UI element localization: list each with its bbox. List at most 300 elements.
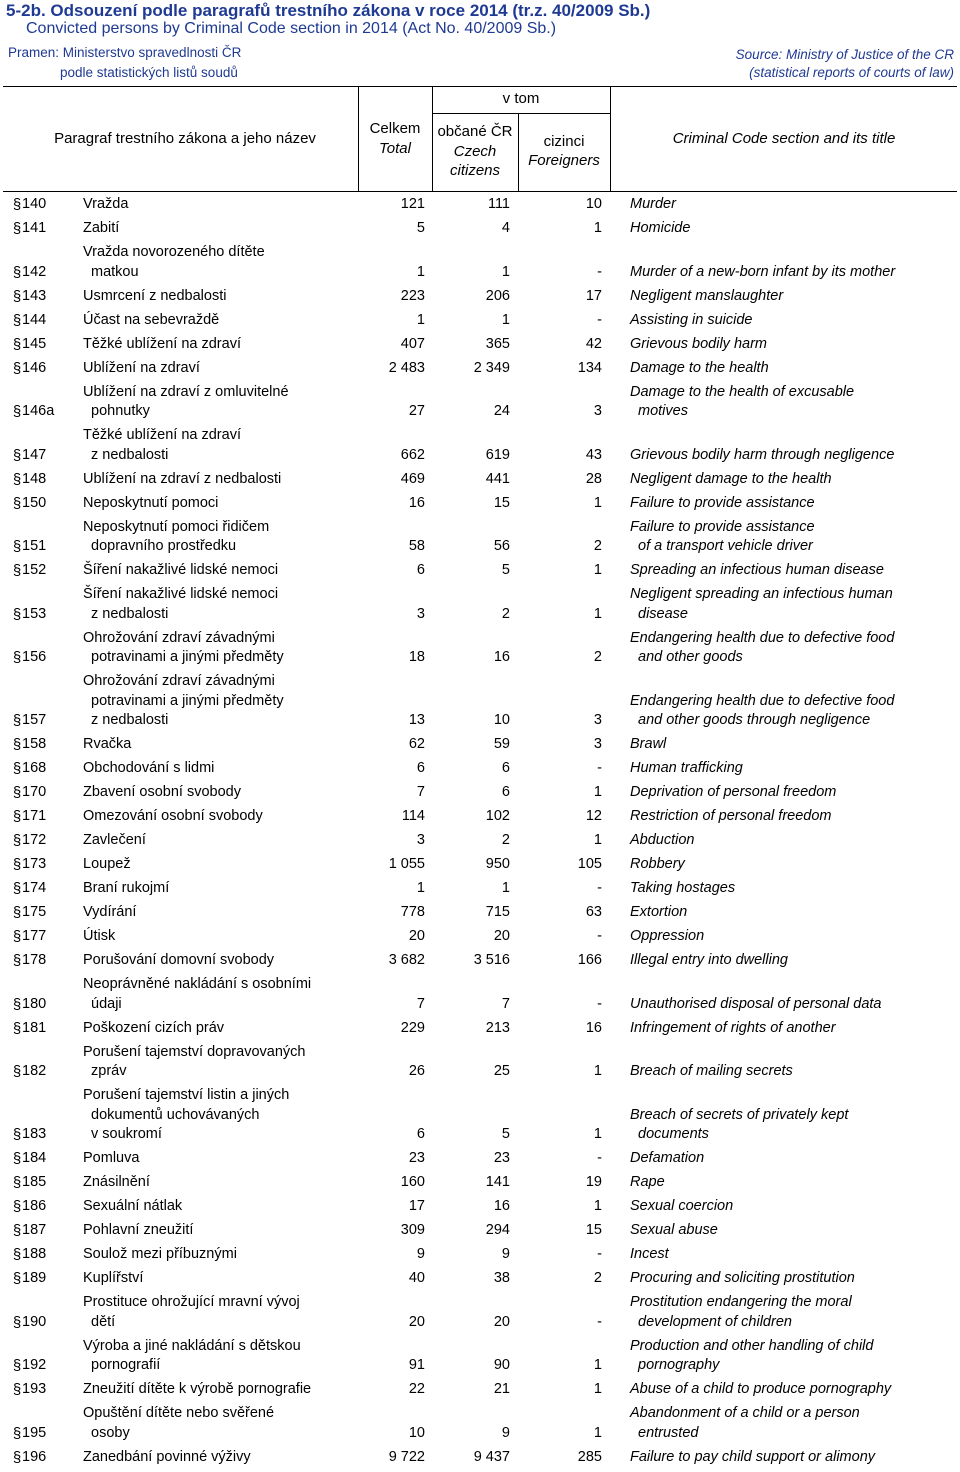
- foreigners-value: 134: [577, 359, 602, 376]
- total-value: 20: [408, 1313, 425, 1330]
- czech-citizens-value: 20: [493, 1313, 510, 1330]
- section-title-en: Abduction: [630, 832, 695, 848]
- section-title-en: entrusted: [638, 1424, 699, 1441]
- section-symbol: §: [12, 1381, 22, 1398]
- paragraph-number: 183: [22, 1126, 47, 1142]
- section-title-en: and other goods through negligence: [638, 712, 871, 728]
- section-symbol: §: [12, 928, 22, 945]
- table-row: [0, 426, 960, 470]
- paragraph-name-cz: Sexuální nátlak: [83, 1198, 183, 1214]
- header-section-en: Criminal Code section and its title: [672, 130, 896, 147]
- section-title-en: Abuse of a child to produce pornography: [630, 1381, 892, 1397]
- paragraph-name-cz: Šíření nakažlivé lidské nemoci: [83, 562, 279, 578]
- czech-citizens-value: 9: [501, 1246, 510, 1262]
- total-value: 662: [400, 446, 425, 463]
- foreigners-value: 285: [577, 1448, 602, 1465]
- paragraph-number: 182: [22, 1063, 47, 1079]
- paragraph-number: 157: [22, 712, 47, 728]
- paragraph-name-cz: Neposkytnutí pomoci řidičem: [83, 518, 270, 535]
- paragraph-name-cz: Vydírání: [83, 904, 137, 920]
- paragraph-name-cz: údaji: [91, 995, 122, 1012]
- paragraph-name-cz: Loupež: [83, 856, 131, 872]
- section-title-en: Breach of mailing secrets: [630, 1063, 793, 1079]
- paragraph-name-cz: Porušení tajemství listin a jiných: [83, 1087, 290, 1103]
- table-row: [0, 807, 960, 831]
- total-value: 469: [400, 470, 425, 487]
- czech-citizens-value: 441: [485, 470, 510, 487]
- foreigners-value: 43: [585, 446, 602, 463]
- foreigners-value: 1: [593, 1424, 602, 1441]
- paragraph-name-cz: Šíření nakažlivé lidské nemoci: [83, 586, 279, 602]
- section-symbol: §: [12, 562, 22, 579]
- section-symbol: §: [12, 1424, 22, 1442]
- foreigners-value: -: [597, 995, 602, 1012]
- paragraph-name-cz: Útisk: [83, 928, 116, 944]
- foreigners-value: -: [597, 311, 602, 328]
- paragraph-name-cz: z nedbalosti: [91, 446, 169, 463]
- foreigners-value: -: [597, 928, 602, 944]
- paragraph-number: 190: [22, 1313, 47, 1330]
- table-row: [0, 219, 960, 243]
- paragraph-name-cz: Neposkytnutí pomoci: [83, 494, 219, 511]
- section-title-en: pornography: [638, 1357, 720, 1373]
- foreigners-value: 1: [593, 1357, 602, 1373]
- czech-citizens-value: 1: [501, 263, 510, 280]
- czech-citizens-value: 6: [501, 784, 510, 800]
- section-symbol: §: [12, 1222, 22, 1239]
- czech-citizens-value: 59: [493, 736, 510, 752]
- paragraph-name-cz: Ublížení na zdraví z nedbalosti: [83, 470, 282, 487]
- table-row: [0, 951, 960, 975]
- total-value: 3: [416, 832, 425, 848]
- total-value: 6: [416, 562, 425, 578]
- paragraph-number: 177: [22, 928, 47, 944]
- paragraph-number: 172: [22, 832, 47, 848]
- table-row: [0, 585, 960, 629]
- total-value: 1 055: [388, 856, 425, 872]
- czech-citizens-value: 2: [501, 605, 510, 622]
- czech-citizens-value: 715: [485, 904, 510, 920]
- paragraph-number: 156: [22, 649, 47, 665]
- section-title-en: Rape: [630, 1174, 665, 1190]
- section-symbol: §: [12, 287, 22, 305]
- czech-citizens-value: 90: [493, 1357, 510, 1373]
- section-symbol: §: [12, 832, 22, 849]
- paragraph-name-cz: Porušení tajemství dopravovaných: [83, 1043, 306, 1060]
- paragraph-number: 174: [22, 880, 47, 896]
- paragraph-number: 147: [22, 446, 47, 463]
- source-cz-line1: Pramen: Ministerstvo spravedlnosti ČR: [8, 45, 242, 60]
- header-total-en: Total: [379, 140, 411, 157]
- paragraph-number: 196: [22, 1448, 47, 1465]
- paragraph-number: 178: [22, 952, 47, 968]
- total-value: 17: [408, 1198, 425, 1214]
- section-symbol: §: [12, 263, 22, 281]
- foreigners-value: 42: [585, 335, 602, 352]
- paragraph-number: 151: [22, 538, 47, 554]
- czech-citizens-value: 7: [501, 995, 510, 1012]
- czech-citizens-value: 1: [501, 880, 510, 896]
- paragraph-name-cz: z nedbalosti: [91, 712, 169, 728]
- section-title-en: Restriction of personal freedom: [630, 808, 832, 824]
- paragraph-name-cz: Ublížení na zdraví: [83, 359, 200, 376]
- czech-citizens-value: 3 516: [473, 952, 510, 968]
- paragraph-number: 192: [22, 1357, 47, 1373]
- foreigners-value: 1: [593, 784, 602, 800]
- foreigners-value: 1: [593, 832, 602, 848]
- paragraph-number: 180: [22, 995, 47, 1012]
- total-value: 1: [416, 311, 425, 328]
- paragraph-name-cz: dětí: [91, 1313, 116, 1330]
- section-title-en: Damage to the health: [630, 359, 769, 376]
- section-symbol: §: [12, 856, 22, 873]
- czech-citizens-value: 4: [501, 220, 510, 236]
- foreigners-value: -: [597, 263, 602, 280]
- section-symbol: §: [12, 649, 22, 666]
- section-symbol: §: [12, 446, 22, 464]
- section-symbol: §: [12, 1270, 22, 1287]
- czech-citizens-value: 2: [501, 832, 510, 848]
- table-row: [0, 629, 960, 673]
- paragraph-name-cz: Prostituce ohrožující mravní vývoj: [83, 1294, 300, 1310]
- table-row: [0, 359, 960, 383]
- paragraph-name-cz: Vražda: [83, 196, 129, 212]
- total-value: 2 483: [388, 359, 425, 376]
- foreigners-value: 3: [593, 403, 602, 419]
- section-symbol: §: [12, 605, 22, 623]
- paragraph-number: 181: [22, 1019, 47, 1036]
- czech-citizens-value: 23: [493, 1150, 510, 1166]
- table-row: [0, 1448, 960, 1472]
- table-row: [0, 975, 960, 1019]
- paragraph-name-cz: Ohrožování zdraví závadnými: [83, 629, 275, 646]
- section-title-en: Murder of a new-born infant by its mother: [630, 263, 896, 280]
- table-row: [0, 783, 960, 807]
- paragraph-name-cz: Braní rukojmí: [83, 880, 170, 896]
- section-symbol: §: [12, 1174, 22, 1191]
- section-title-en: Robbery: [630, 856, 685, 872]
- section-title-en: Failure to provide assistance: [630, 518, 815, 535]
- section-title-en: Infringement of rights of another: [630, 1019, 836, 1036]
- czech-citizens-value: 56: [493, 538, 510, 554]
- header-of-which: v tom: [502, 90, 540, 107]
- foreigners-value: 2: [593, 538, 602, 554]
- total-value: 121: [400, 196, 425, 212]
- paragraph-number: 184: [22, 1150, 47, 1166]
- total-value: 27: [408, 403, 425, 419]
- paragraph-number: 188: [22, 1246, 47, 1262]
- paragraph-name-cz: pohnutky: [91, 403, 150, 419]
- paragraph-number: 143: [22, 287, 47, 304]
- czech-citizens-value: 5: [501, 1126, 510, 1142]
- czech-citizens-value: 619: [485, 446, 510, 463]
- table-row: [0, 1269, 960, 1293]
- total-value: 114: [401, 808, 425, 824]
- table-row: [0, 759, 960, 783]
- paragraph-number: 150: [22, 494, 47, 511]
- section-title-en: Brawl: [630, 736, 667, 752]
- czech-citizens-value: 2 349: [473, 359, 510, 376]
- foreigners-value: 3: [593, 736, 602, 752]
- section-title-en: of a transport vehicle driver: [638, 538, 813, 554]
- section-title-en: Spreading an infectious human disease: [630, 562, 884, 578]
- section-title-en: Illegal entry into dwelling: [630, 952, 788, 968]
- section-title-en: Prostitution endangering the moral: [630, 1294, 852, 1310]
- foreigners-value: 105: [577, 856, 602, 872]
- total-value: 1: [416, 880, 425, 896]
- czech-citizens-value: 102: [485, 808, 510, 824]
- paragraph-name-cz: Zavlečení: [83, 832, 146, 848]
- total-value: 309: [400, 1222, 425, 1238]
- section-title-en: Damage to the health of excusable: [630, 383, 855, 400]
- foreigners-value: 10: [585, 196, 602, 212]
- table-title-cz: 5-2b. Odsouzení podle paragrafů trestního zákona v roce 2014 (tr.z. 40/2009 Sb.): [6, 1, 651, 20]
- table-row: [0, 1404, 960, 1448]
- section-symbol: §: [12, 470, 22, 488]
- paragraph-number: 171: [22, 808, 47, 824]
- foreigners-value: 1: [593, 1381, 602, 1397]
- total-value: 22: [408, 1381, 425, 1397]
- czech-citizens-value: 9: [501, 1424, 510, 1441]
- foreigners-value: -: [597, 1313, 602, 1330]
- paragraph-name-cz: dokumentů uchovávaných: [91, 1106, 260, 1123]
- paragraph-number: 170: [22, 784, 47, 800]
- table-row: [0, 1019, 960, 1043]
- paragraph-number: 168: [22, 760, 47, 776]
- total-value: 5: [416, 220, 425, 236]
- czech-citizens-value: 20: [493, 928, 510, 944]
- total-value: 3: [416, 605, 425, 622]
- total-value: 407: [400, 335, 425, 352]
- total-value: 9: [416, 1246, 425, 1262]
- paragraph-number: 146a: [22, 403, 55, 419]
- table-row: [0, 1293, 960, 1337]
- paragraph-name-cz: Omezování osobní svobody: [83, 808, 263, 824]
- section-title-en: Negligent damage to the health: [630, 470, 832, 487]
- paragraph-name-cz: Soulož mezi příbuznými: [83, 1246, 237, 1262]
- paragraph-name-cz: dopravního prostředku: [91, 538, 237, 554]
- section-title-en: Taking hostages: [630, 880, 736, 896]
- foreigners-value: 2: [593, 1270, 602, 1286]
- paragraph-name-cz: Zanedbání povinné výživy: [83, 1448, 251, 1465]
- table-row: [0, 494, 960, 518]
- table-row: [0, 383, 960, 427]
- foreigners-value: 16: [585, 1019, 602, 1036]
- paragraph-name-cz: pornografií: [91, 1357, 161, 1373]
- paragraph-number: 185: [22, 1174, 47, 1190]
- czech-citizens-value: 141: [485, 1174, 510, 1190]
- section-title-en: Endangering health due to defective food: [630, 692, 895, 709]
- table-row: [0, 855, 960, 879]
- section-title-en: Grievous bodily harm: [630, 335, 767, 352]
- table-row: [0, 1043, 960, 1087]
- foreigners-value: -: [597, 880, 602, 896]
- header-czech-cz: občané ČR: [437, 123, 513, 140]
- section-title-en: Production and other handling of child: [630, 1337, 874, 1354]
- total-value: 229: [400, 1019, 425, 1036]
- table-row: [0, 287, 960, 311]
- section-title-en: Sexual coercion: [630, 1198, 734, 1214]
- paragraph-name-cz: Těžké ublížení na zdraví: [83, 335, 241, 352]
- total-value: 6: [416, 760, 425, 776]
- paragraph-name-cz: Zbavení osobní svobody: [83, 784, 241, 800]
- table-row: [0, 1173, 960, 1197]
- section-symbol: §: [12, 1448, 22, 1466]
- header-foreign-en: Foreigners: [528, 152, 600, 169]
- paragraph-name-cz: osoby: [91, 1424, 130, 1441]
- table-title-en: Convicted persons by Criminal Code section in 2014 (Act No. 40/2009 Sb.): [26, 20, 557, 37]
- paragraph-name-cz: Výroba a jiné nakládání s dětskou: [83, 1337, 301, 1354]
- total-value: 91: [408, 1357, 425, 1373]
- section-title-en: Negligent spreading an infectious human: [630, 586, 893, 602]
- czech-citizens-value: 9 437: [473, 1448, 510, 1465]
- paragraph-name-cz: Kuplířství: [83, 1270, 144, 1286]
- table-row: [0, 1086, 960, 1149]
- paragraph-number: 145: [22, 335, 47, 352]
- paragraph-name-cz: Zneužití dítěte k výrobě pornografie: [83, 1381, 312, 1397]
- czech-citizens-value: 213: [485, 1019, 510, 1036]
- section-symbol: §: [12, 1126, 22, 1143]
- paragraph-name-cz: Usmrcení z nedbalosti: [83, 287, 227, 304]
- foreigners-value: 1: [593, 1198, 602, 1214]
- section-title-en: Homicide: [630, 220, 691, 236]
- czech-citizens-value: 6: [501, 760, 510, 776]
- czech-citizens-value: 5: [501, 562, 510, 578]
- section-symbol: §: [12, 494, 22, 512]
- table-row: [0, 195, 960, 219]
- paragraph-number: 142: [22, 263, 47, 280]
- paragraph-name-cz: Ohrožování zdraví závadnými: [83, 673, 275, 689]
- foreigners-value: 15: [585, 1222, 602, 1238]
- czech-citizens-value: 111: [487, 196, 510, 212]
- czech-citizens-value: 16: [493, 1198, 510, 1214]
- foreigners-value: -: [597, 1150, 602, 1166]
- paragraph-number: 153: [22, 605, 47, 622]
- total-value: 778: [400, 904, 425, 920]
- table-row: [0, 311, 960, 335]
- czech-citizens-value: 25: [493, 1063, 510, 1079]
- table-row: [0, 1197, 960, 1221]
- czech-citizens-value: 15: [493, 494, 510, 511]
- foreigners-value: 1: [593, 1126, 602, 1142]
- section-symbol: §: [12, 712, 22, 729]
- paragraph-number: 148: [22, 470, 47, 487]
- table-row: [0, 831, 960, 855]
- table-row: [0, 903, 960, 927]
- total-value: 40: [408, 1270, 425, 1286]
- czech-citizens-value: 38: [493, 1270, 510, 1286]
- section-title-en: Sexual abuse: [630, 1222, 718, 1238]
- total-value: 7: [416, 995, 425, 1012]
- source-en-line1: Source: Ministry of Justice of the CR: [735, 47, 954, 62]
- czech-citizens-value: 950: [485, 856, 510, 872]
- header-foreign-cz: cizinci: [543, 133, 585, 150]
- section-symbol: §: [12, 196, 22, 213]
- section-title-en: Oppression: [630, 928, 705, 944]
- foreigners-value: 12: [585, 808, 602, 824]
- header-paragraph-cz: Paragraf trestního zákona a jeho název: [54, 130, 316, 147]
- foreigners-value: 1: [593, 220, 602, 236]
- total-value: 62: [408, 736, 425, 752]
- table-row: [0, 243, 960, 287]
- table-row: [0, 1221, 960, 1245]
- section-title-en: Negligent manslaughter: [630, 287, 784, 304]
- table-row: [0, 1337, 960, 1381]
- paragraph-name-cz: Účast na sebevraždě: [83, 311, 220, 328]
- paragraph-number: 189: [22, 1270, 47, 1286]
- section-title-en: Murder: [630, 196, 676, 212]
- paragraph-name-cz: z nedbalosti: [91, 605, 169, 622]
- paragraph-number: 144: [22, 311, 47, 328]
- paragraph-name-cz: Poškození cizích práv: [83, 1019, 225, 1036]
- paragraph-number: 187: [22, 1222, 47, 1238]
- section-title-en: Endangering health due to defective food: [630, 629, 895, 646]
- section-symbol: §: [12, 1357, 22, 1374]
- section-title-en: Extortion: [630, 904, 688, 920]
- section-symbol: §: [12, 1246, 22, 1263]
- paragraph-name-cz: Obchodování s lidmi: [83, 760, 215, 776]
- total-value: 26: [408, 1063, 425, 1079]
- czech-citizens-value: 24: [493, 403, 510, 419]
- section-symbol: §: [12, 784, 22, 801]
- header-total-cz: Celkem: [369, 120, 421, 137]
- source-cz-line2: podle statistických listů soudů: [60, 65, 238, 80]
- section-symbol: §: [12, 1313, 22, 1331]
- total-value: 9 722: [388, 1448, 425, 1465]
- foreigners-value: 2: [593, 649, 602, 665]
- section-symbol: §: [12, 952, 22, 969]
- foreigners-value: 166: [577, 952, 602, 968]
- czech-citizens-value: 1: [501, 311, 510, 328]
- paragraph-number: 140: [22, 196, 47, 212]
- section-title-en: Failure to pay child support or alimony: [630, 1448, 876, 1465]
- section-title-en: disease: [638, 605, 688, 622]
- section-symbol: §: [12, 359, 22, 377]
- section-title-en: and other goods: [638, 649, 743, 665]
- paragraph-number: 195: [22, 1424, 47, 1441]
- section-title-en: Procuring and soliciting prostitution: [630, 1270, 855, 1286]
- czech-citizens-value: 294: [485, 1222, 510, 1238]
- section-symbol: §: [12, 995, 22, 1013]
- section-symbol: §: [12, 760, 22, 777]
- paragraph-number: 158: [22, 736, 47, 752]
- source-en-line2: (statistical reports of courts of law): [749, 65, 954, 80]
- foreigners-value: 1: [593, 494, 602, 511]
- paragraph-name-cz: Neoprávněné nakládání s osobními: [83, 976, 312, 992]
- section-title-en: Human trafficking: [630, 760, 743, 776]
- total-value: 7: [416, 784, 425, 800]
- foreigners-value: 28: [585, 470, 602, 487]
- total-value: 6: [416, 1126, 425, 1142]
- total-value: 16: [408, 494, 425, 511]
- total-value: 223: [400, 287, 425, 304]
- total-value: 18: [408, 649, 425, 665]
- total-value: 1: [416, 263, 425, 280]
- paragraph-number: 175: [22, 904, 47, 920]
- paragraph-name-cz: v soukromí: [91, 1126, 162, 1142]
- section-title-en: documents: [638, 1126, 709, 1142]
- table-row: [0, 1149, 960, 1173]
- section-symbol: §: [12, 808, 22, 825]
- foreigners-value: 17: [585, 287, 602, 304]
- table-row: [0, 470, 960, 494]
- section-title-en: Incest: [630, 1246, 669, 1262]
- paragraph-number: 141: [22, 220, 47, 236]
- total-value: 20: [408, 928, 425, 944]
- table-row: [0, 561, 960, 585]
- section-title-en: development of children: [638, 1313, 792, 1330]
- section-symbol: §: [12, 1198, 22, 1215]
